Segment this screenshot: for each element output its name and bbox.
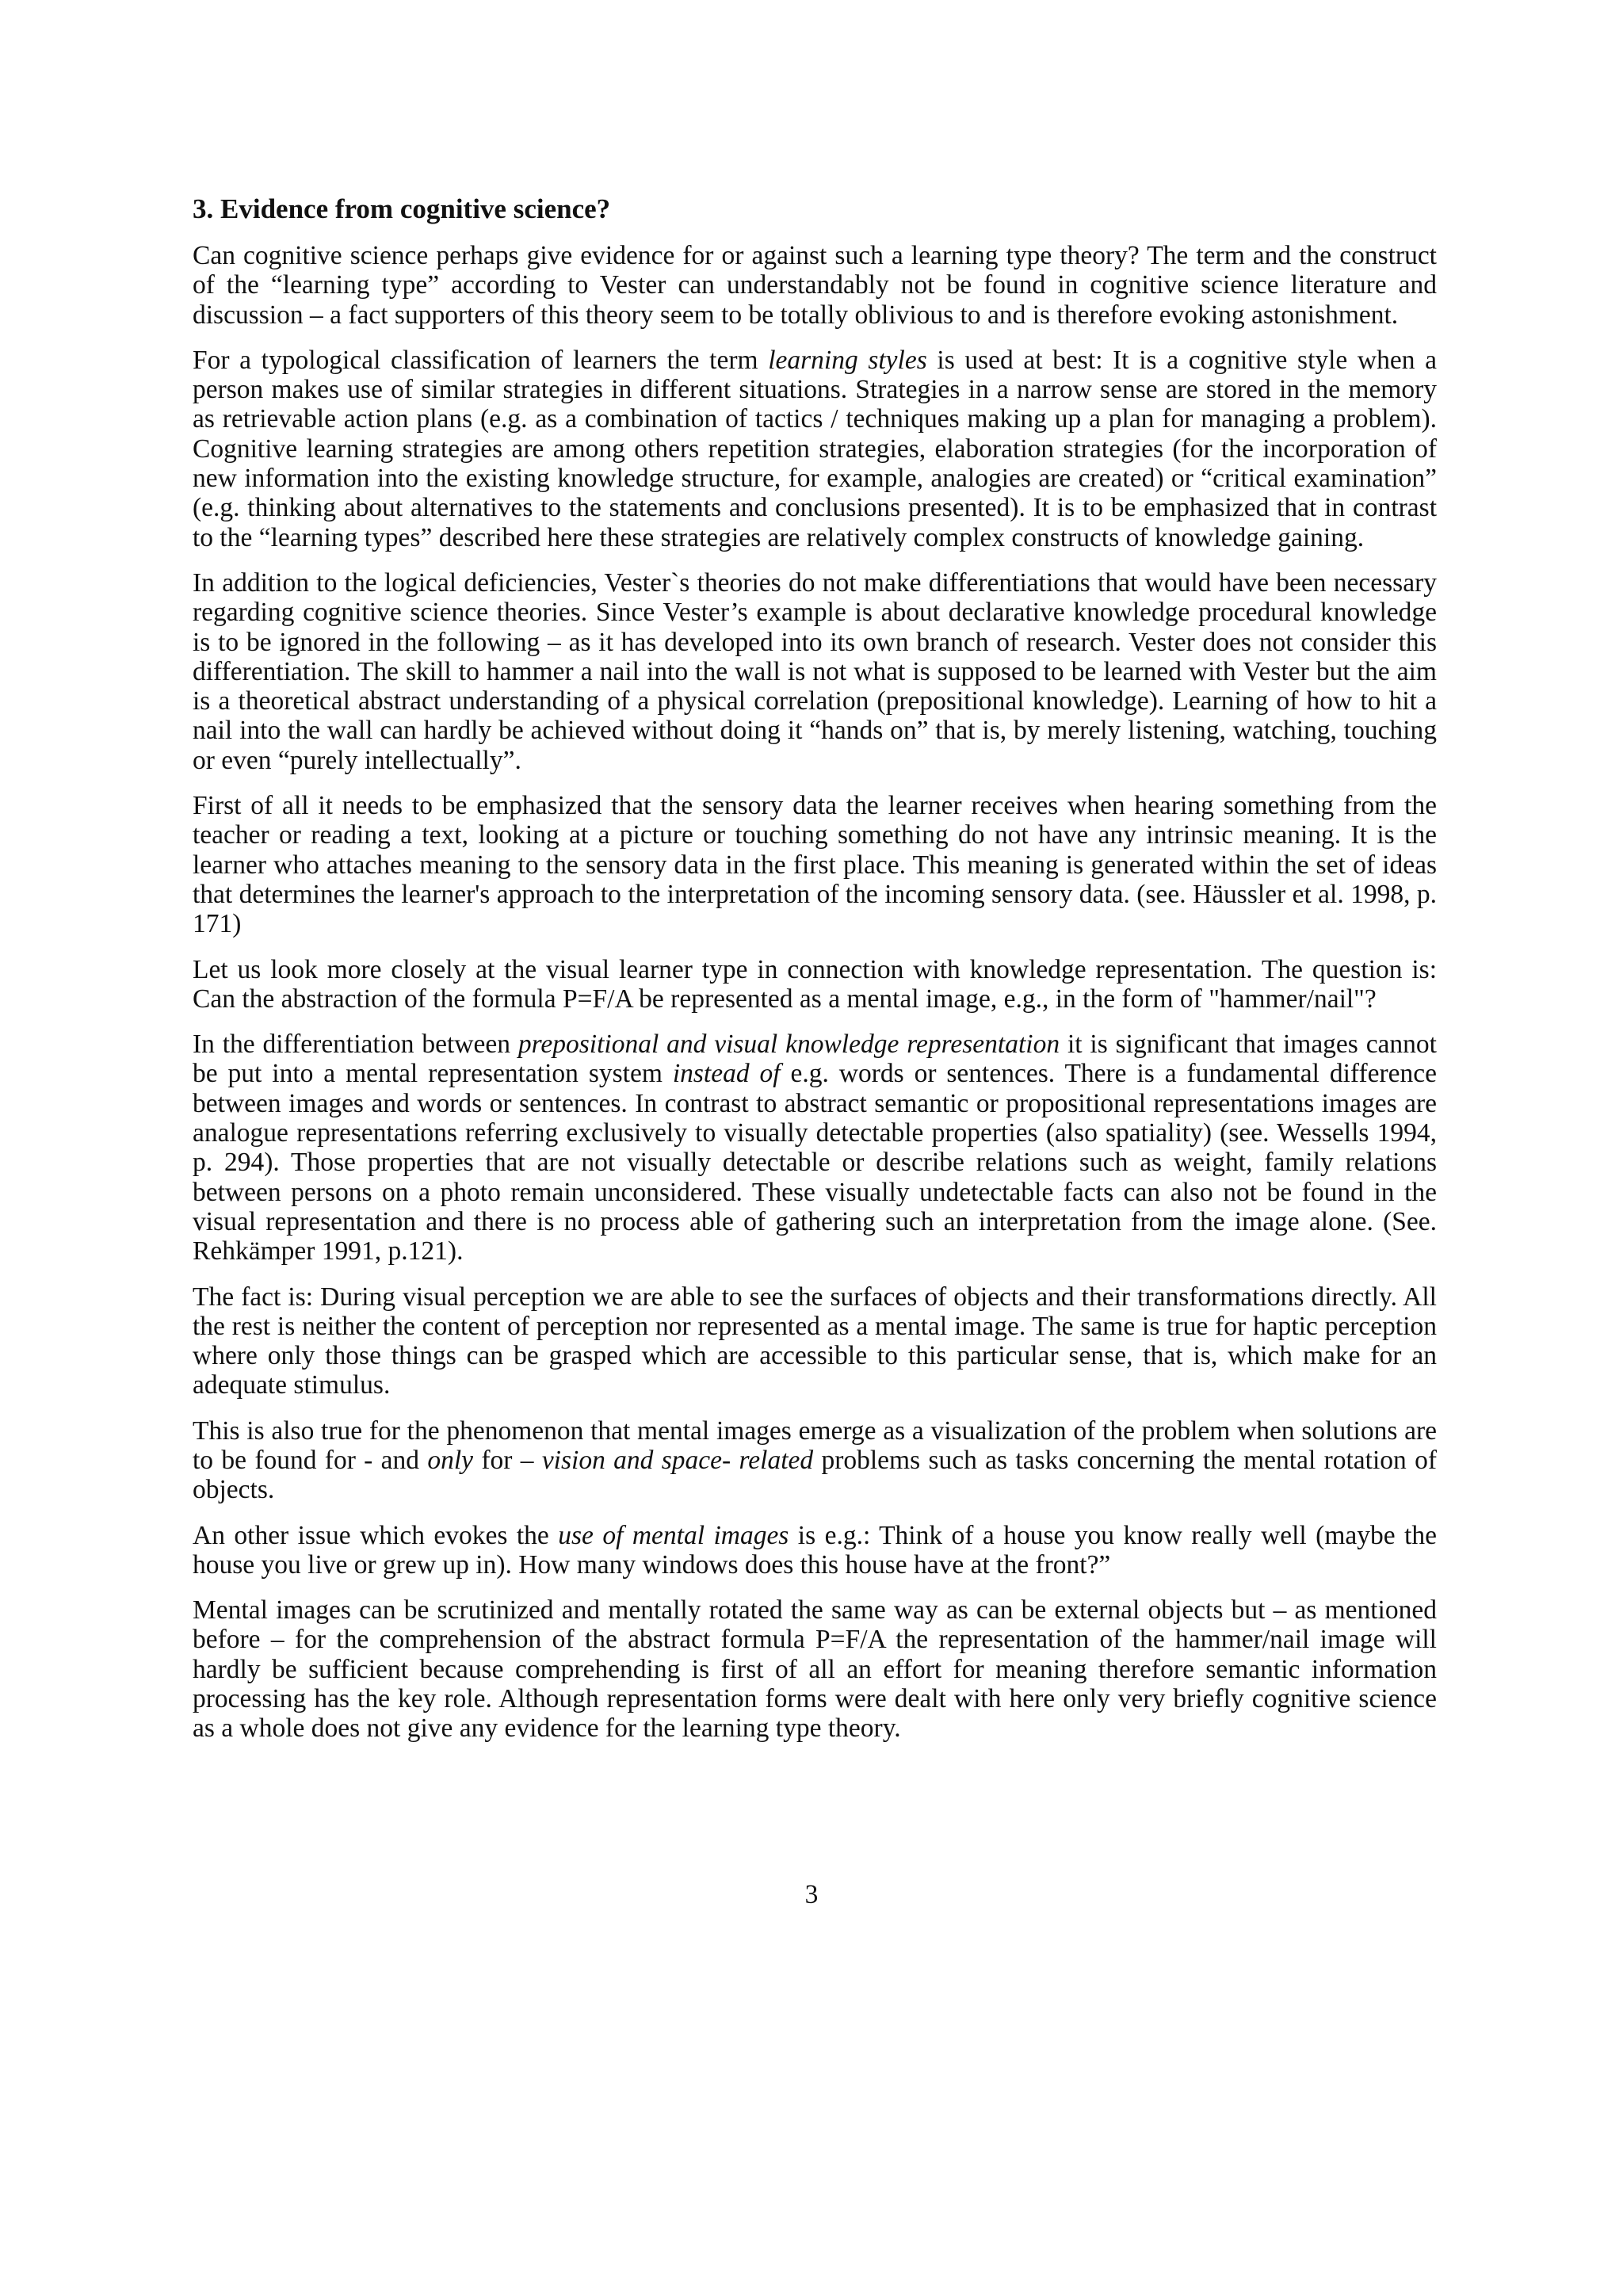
paragraph-8: [193, 1416, 1437, 1505]
paragraph-6-emphasis-representation: prepositional and visual knowledge representation: [517, 1030, 1060, 1060]
paragraph-1: Can cognitive science perhaps give evidence for or against such a learning type theory? The term and the construct of the “learning type” according to Vester can understandably not be found in cognitive science literature and discussion – a fact supporters of this theory seem to be totally oblivious to and is therefore evoking astonishment.: [193, 241, 1437, 330]
paragraph-8-text-c: for –: [473, 1445, 542, 1475]
paragraph-6: [193, 1030, 1437, 1266]
paragraph-7: The fact is: During visual perception we are able to see the surfaces of objects and their transformations directly. All the rest is neither the content of perception nor represented as a mental image. The same is true for haptic perception where only those things can be grasped which are accessible to this particular sense, that is, which make for an adequate stimulus.: [193, 1282, 1437, 1400]
paragraph-9: [193, 1521, 1437, 1580]
paragraph-10: Mental images can be scrutinized and mentally rotated the same way as can be external objects but – as mentioned before – for the comprehension of the abstract formula P=F/A the representation of the hammer/nail image will hardly be sufficient because comprehending is first of all an effort for meaning therefore semantic information processing has the key role. Although representation forms were dealt with here only very briefly cognitive science as a whole does not give any evidence for the learning type theory.: [193, 1595, 1437, 1744]
paragraph-6-text-e: e.g. words or sentences. There is a fundamental difference between images and words or sentences. In contrast to abstract semantic or propositional representations images are analogue representations referring exclusively to visually detectable properties (also spatiality) (see. Wessells 1994, p. 294). Those properties that are not visually detectable or describe relations such as weight, family relations between persons on a photo remain unconsidered. These visually undetectable facts can also not be found in the visual representation and there is no process able of gathering such an interpretation from the image alone. (See. Rehkämper 1991, p.121).: [193, 1059, 1438, 1266]
paragraph-8-text-a: This is also true for the phenomenon that mental images emerge as a visualization of the problem when solutions are to be found for - and: [193, 1415, 1437, 1475]
paragraph-8-emphasis-only: only: [427, 1445, 474, 1475]
paragraph-5: Let us look more closely at the visual learner type in connection with knowledge representation. The question is: Can the abstraction of the formula P=F/A be represented as a mental image, e.g., in the form of "hammer/nail"?: [193, 954, 1437, 1014]
page-number: 3: [804, 1880, 819, 1909]
document-body: [193, 193, 1437, 1759]
paragraph-2: [193, 346, 1437, 552]
paragraph-9-text-c: is e.g.: Think of a house you know really well (maybe the house you live or grew up in). How many windows does this house have at the front?”: [193, 1520, 1437, 1580]
paragraph-4: First of all it needs to be emphasized that the sensory data the learner receives when hearing something from the teacher or reading a text, looking at a picture or touching something do not have any intrinsic meaning. It is the learner who attaches meaning to the sensory data in the first place. This meaning is generated within the set of ideas that determines the learner's approach to the interpretation of the incoming sensory data. (see. Häussler et al. 1998, p. 171): [193, 791, 1437, 939]
paragraph-3: In addition to the logical deficiencies, Vester`s theories do not make differentiations that would have been necessary regarding cognitive science theories. Since Vester’s example is about declarative knowledge procedural knowledge is to be ignored in the following – as it has developed into its own branch of research. Vester does not consider this differentiation. The skill to hammer a nail into the wall is not what is supposed to be learned with Vester but the aim is a theoretical abstract understanding of a physical correlation (prepositional knowledge). Learning of how to hit a nail into the wall can hardly be achieved without doing it “hands on” that is, by merely listening, watching, touching or even “purely intellectually”.: [193, 567, 1437, 775]
paragraph-2-emphasis-learning-styles: learning styles: [768, 345, 927, 375]
paragraph-2-text-a: For a typological classification of learners the term: [193, 345, 769, 375]
paragraph-6-text-a: In the differentiation between: [193, 1030, 518, 1060]
paragraph-8-emphasis-vision-space: vision and space- related: [541, 1445, 814, 1475]
paragraph-6-text-c: it is significant that images cannot be put into a mental representation system: [193, 1030, 1437, 1089]
paragraph-2-text-c: is used at best: It is a cognitive style when a person makes use of similar strategies in different situations. Strategies in a narrow sense are stored in the memory as retrievable action plans (e.g. as a combination of tactics / techniques making up a plan for managing a problem). Cognitive learning strategies are among others repetition strategies, elaboration strategies (for the incorporation of new information into the existing knowledge structure, for example, analogies are created) or “critical examination” (e.g. thinking about alternatives to the statements and conclusions presented). It is to be emphasized that in contrast to the “learning types” described here these strategies are relatively complex constructs of knowledge gaining.: [193, 345, 1438, 552]
paragraph-8-text-e: problems such as tasks concerning the mental rotation of objects.: [193, 1445, 1438, 1505]
section-heading: 3. Evidence from cognitive science?: [193, 193, 611, 224]
paragraph-9-text-a: An other issue which evokes the: [193, 1520, 559, 1550]
paragraph-9-emphasis-mental-images: use of mental images: [558, 1520, 789, 1550]
paragraph-6-emphasis-instead-of: instead of: [672, 1059, 781, 1089]
